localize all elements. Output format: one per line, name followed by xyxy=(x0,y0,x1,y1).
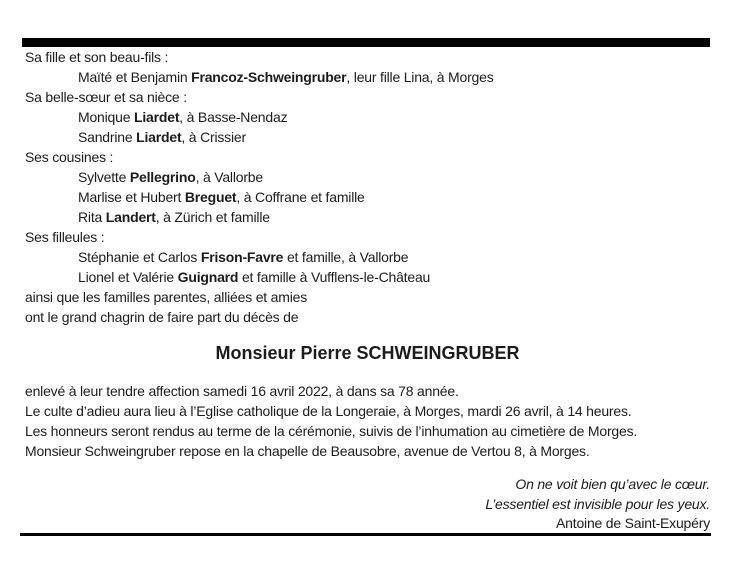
closing-text: ainsi que les familles parentes, alliées et amies xyxy=(25,289,308,305)
top-rule xyxy=(22,38,710,47)
detail-line: enlevé à leur tendre affection samedi 16 avril 2022, à dans sa 78 année. xyxy=(25,383,459,399)
entry-prefix: Sandrine xyxy=(78,129,137,145)
memorial-quote xyxy=(25,475,710,534)
entry-surname: Breguet xyxy=(184,189,237,205)
entry-prefix: Stéphanie et Carlos xyxy=(78,249,201,265)
entry-surname: Liardet xyxy=(136,129,182,145)
family-entry xyxy=(25,167,710,187)
entry-surname: Landert xyxy=(105,209,156,225)
entry-surname: Frison-Favre xyxy=(200,249,284,265)
entry-surname: Francoz-Schweingruber xyxy=(191,69,347,85)
entry-suffix: , leur fille Lina, à Morges xyxy=(346,69,494,85)
deceased-name-title: Monsieur Pierre SCHWEINGRUBER xyxy=(215,343,520,363)
entry-suffix: , à Basse-Nendaz xyxy=(179,109,288,125)
family-entry xyxy=(25,207,710,227)
quote-line-1: On ne voit bien qu’avec le cœur. xyxy=(515,476,710,492)
detail-line: Les honneurs seront rendus au terme de la cérémonie, suivis de l’inhumation au cimetière de Morges. xyxy=(25,423,638,439)
family-section-label xyxy=(25,87,710,107)
family-label-text: Ses cousines : xyxy=(25,149,114,165)
entry-prefix: Monique xyxy=(78,109,134,125)
closing-text: ont le grand chagrin de faire part du décès de xyxy=(25,309,299,325)
entry-prefix: Marlise et Hubert xyxy=(78,189,185,205)
entry-suffix: et famille, à Vallorbe xyxy=(283,249,409,265)
family-section-label xyxy=(25,47,710,67)
entry-suffix: , à Zürich et famille xyxy=(155,209,270,225)
entry-prefix: Rita xyxy=(78,209,106,225)
entry-suffix: , à Coffrane et famille xyxy=(236,189,365,205)
quote-line-2: L’essentiel est invisible pour les yeux. xyxy=(485,495,710,512)
ceremony-details xyxy=(25,381,710,461)
notice-content xyxy=(0,47,734,534)
entry-prefix: Maïté et Benjamin xyxy=(78,69,192,85)
family-entry xyxy=(25,127,710,147)
entry-prefix: Lionel et Valérie xyxy=(78,269,178,285)
family-section-label xyxy=(25,147,710,167)
entry-suffix: , à Crissier xyxy=(181,129,246,145)
family-entry xyxy=(25,187,710,207)
family-label-text: Ses filleules : xyxy=(25,229,105,245)
family-label-text: Sa belle-sœur et sa nièce : xyxy=(25,89,187,105)
entry-suffix: , à Vallorbe xyxy=(195,169,263,185)
closing-line xyxy=(25,307,710,327)
closing-line xyxy=(25,287,710,307)
entry-prefix: Sylvette xyxy=(78,169,130,185)
entry-surname: Guignard xyxy=(177,269,239,285)
family-entry xyxy=(25,107,710,127)
entry-surname: Liardet xyxy=(134,109,180,125)
family-label-text: Sa fille et son beau-fils : xyxy=(25,49,169,65)
detail-line: Monsieur Schweingruber repose en la chapelle de Beausobre, avenue de Vertou 8, à Morges. xyxy=(25,443,590,459)
detail-line: Le culte d’adieu aura lieu à l’Eglise catholique de la Longeraie, à Morges, mardi 26 avril, à 14 heures. xyxy=(25,403,632,419)
entry-suffix: et famille à Vufflens-le-Château xyxy=(238,269,431,285)
bottom-rule xyxy=(20,533,711,536)
family-entry xyxy=(25,247,710,267)
quote-attribution: Antoine de Saint-Exupéry xyxy=(556,515,710,531)
family-entry xyxy=(25,67,710,87)
family-entry xyxy=(25,267,710,287)
family-section-label xyxy=(25,227,710,247)
entry-surname: Pellegrino xyxy=(129,169,196,185)
